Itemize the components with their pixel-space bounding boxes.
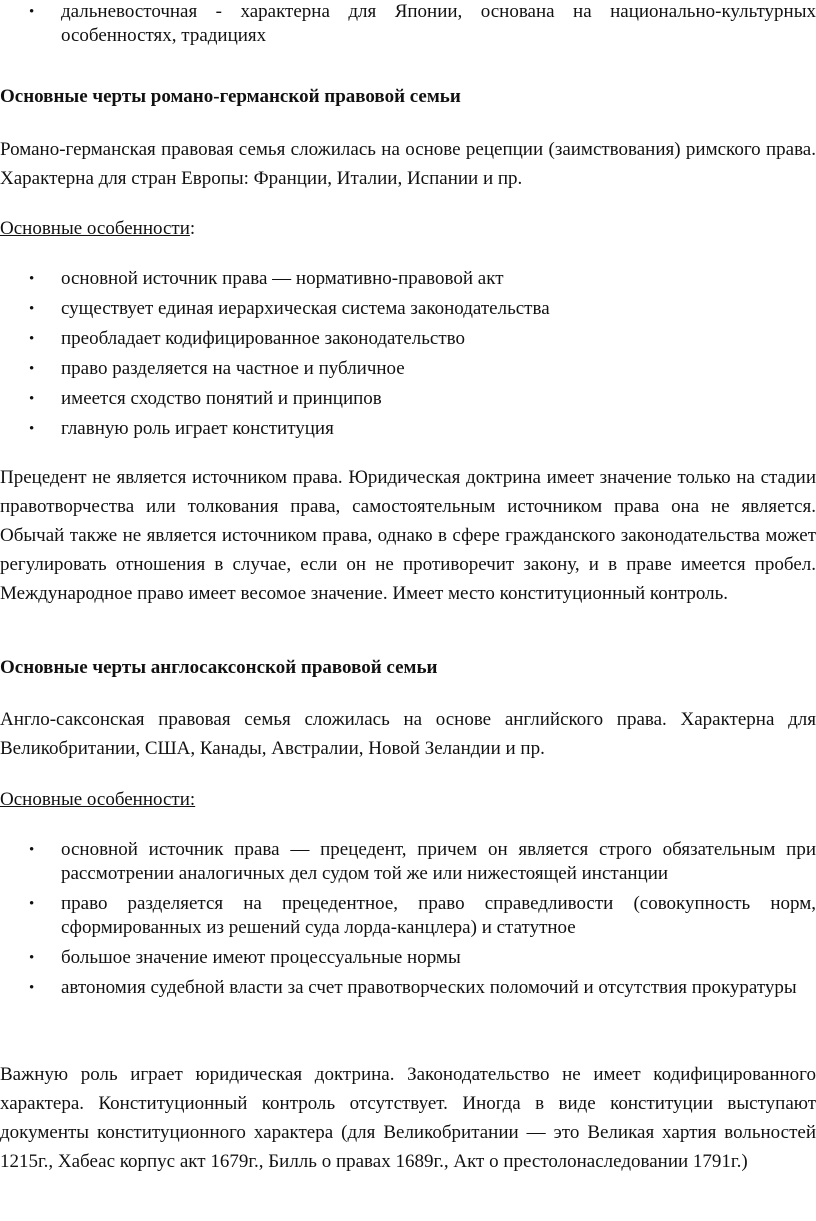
bullet-icon: • [29, 980, 35, 996]
list-item [0, 387, 816, 411]
bullet-icon: • [29, 421, 35, 437]
romano-intro-paragraph: Романо-германская правовая семья сложилась на основе рецепции (заимствования) римского права. Характерна для стран Европы: Франции, Италии, Испании и пр. [0, 139, 816, 189]
list-item [0, 838, 816, 886]
bullet-icon: • [29, 361, 35, 377]
list-item-text: дальневосточная - характерна для Японии, основана на национально-культурных особенностях, традициях [61, 1, 816, 46]
list-item-text: право разделяется на частное и публичное [61, 358, 405, 379]
list-item [0, 0, 816, 48]
list-item [0, 327, 816, 351]
anglo-conclusion-paragraph: Важную роль играет юридическая доктрина. Законодательство не имеет кодифицированного характера. Конституционный контроль отсутствует. Иногда в виде конституции выступают документы конституционного характера (для Великобритании — это Великая хартия вольностей 1215г., Хабеас корпус акт 1679г., Билль о правах 1689г., Акт о престолонаследовании 1791г.) [0, 1064, 816, 1172]
list-item [0, 357, 816, 381]
list-item-text: имеется сходство понятий и принципов [61, 388, 382, 409]
list-item-text: основной источник права — нормативно-правовой акт [61, 268, 504, 289]
list-item-text: большое значение имеют процессуальные нормы [61, 947, 461, 968]
anglo-heading: Основные черты англосаксонской правовой семьи [0, 657, 438, 678]
romano-features-list [0, 267, 816, 447]
anglo-intro-paragraph: Англо-саксонская правовая семья сложилась на основе английского права. Характерна для Великобритании, США, Канады, Австралии, Новой Зеландии и пр. [0, 709, 816, 759]
romano-conclusion-paragraph: Прецедент не является источником права. Юридическая доктрина имеет значение только на стадии правотворчества или толкования права, самостоятельным источником права она не является. Обычай также не является источником права, однако в сфере гражданского законодательства может регулировать отношения в случае, если он не противоречит закону, и в праве имеется пробел. Международное право имеет весомое значение. Имеет место конституционный контроль. [0, 467, 816, 604]
bullet-icon: • [29, 331, 35, 347]
romano-features-colon: : [189, 218, 196, 239]
list-item-text: главную роль играет конституция [61, 418, 334, 439]
romano-features-label-line [0, 214, 816, 243]
romano-features-label: Основные особенности [0, 218, 190, 239]
list-item-text: преобладает кодифицированное законодательство [61, 328, 465, 349]
bullet-icon: • [29, 391, 35, 407]
bullet-icon: • [29, 4, 35, 20]
anglo-features-label: Основные особенности: [0, 789, 196, 810]
bullet-icon: • [29, 842, 35, 858]
list-item [0, 946, 816, 970]
list-item-text: существует единая иерархическая система законодательства [61, 298, 550, 319]
romano-heading: Основные черты романо-германской правовой семьи [0, 86, 461, 107]
bullet-icon: • [29, 896, 35, 912]
list-item-text: право разделяется на прецедентное, право справедливости (совокупность норм, сформированных из решений суда лорда-канцлера) и статутное [61, 893, 816, 938]
list-item [0, 892, 816, 940]
list-item-text: основной источник права — прецедент, причем он является строго обязательным при рассмотрении аналогичных дел судом той же или нижестоящей инстанции [61, 839, 816, 884]
list-item [0, 297, 816, 321]
intro-bullet-list [0, 0, 816, 54]
anglo-features-list [0, 838, 816, 1006]
bullet-icon: • [29, 301, 35, 317]
bullet-icon: • [29, 950, 35, 966]
list-item [0, 267, 816, 291]
bullet-icon: • [29, 271, 35, 287]
list-item-text: автономия судебной власти за счет правотворческих поломочий и отсутствия прокуратуры [61, 977, 797, 998]
list-item [0, 976, 816, 1000]
list-item [0, 417, 816, 441]
